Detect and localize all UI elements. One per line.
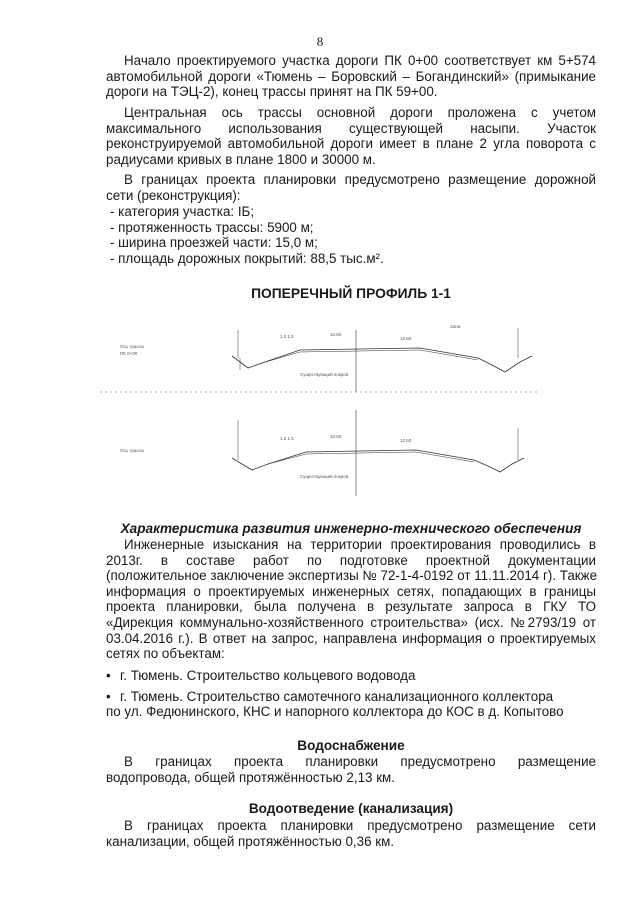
lower-profile-line xyxy=(232,450,524,472)
text-line: Центральная ось трассы основной дороги проложена с учетом xyxy=(124,105,596,120)
text-line: (положительное заключение экспертизы № 72-1-4-0192 от 11.11.2014 г). Также xyxy=(106,568,598,584)
list-item: - площадь дорожных покрытий: 88,5 тыс.м². xyxy=(110,250,384,266)
svg-text:Существующий покров: Существующий покров xyxy=(300,474,349,479)
svg-text:1.2 1.5: 1.2 1.5 xyxy=(280,334,294,339)
text-line: радиусами кривых в плане 1800 и 30000 м. xyxy=(106,151,376,167)
text-line: автомобильной дороги «Тюмень – Боровский – Богандинский» (примыкание xyxy=(106,68,596,84)
svg-text:12.50: 12.50 xyxy=(400,438,412,443)
paragraph-sewer xyxy=(106,818,596,849)
text-line: Начало проектируемого участка дороги ПК 0+00 соответствует км 5+574 xyxy=(124,53,596,68)
text-line: канализации, общей протяжённостью 0,36 км. xyxy=(106,833,395,849)
road-parameters-list xyxy=(106,204,596,266)
paragraph-water xyxy=(106,754,596,785)
svg-text:12.50: 12.50 xyxy=(400,336,412,341)
text-line: водопровода, общей протяжённостью 2,13 км. xyxy=(106,769,395,785)
heading-sewerage: Водоотведение (канализация) xyxy=(248,801,454,816)
svg-text:ПК 0+00: ПК 0+00 xyxy=(120,351,138,356)
text-line: по ул. Федюнинского, КНС и напорного коллектора до КОС в д. Копытово xyxy=(106,704,564,720)
bullet-item xyxy=(106,689,596,705)
text-line: В границах проекта планировки предусмотрено размещение xyxy=(124,754,596,769)
bullet-item xyxy=(106,668,596,684)
text-line: дороги на ТЭЦ-2), конец трассы принят на ПК 59+00. xyxy=(106,84,438,100)
svg-text:Существующий покров: Существующий покров xyxy=(300,372,349,377)
paragraph-surveys xyxy=(106,537,596,662)
paragraph-road-network xyxy=(106,172,596,203)
text-line: В границах проекта планировки предусмотрено размещение дорожной xyxy=(124,172,596,187)
text-line: проекта планировки, была получена в результате запроса в ГКУ ТО xyxy=(106,599,596,615)
text-line: г. Тюмень. Строительство самотечного канализационного коллектора xyxy=(120,688,554,704)
text-line: В границах проекта планировки предусмотрено размещение сети xyxy=(124,818,596,833)
page-number: 8 xyxy=(316,34,324,49)
heading-engineering: Характеристика развития инженерно-технического обеспечения xyxy=(120,521,582,536)
paragraph-axis xyxy=(106,105,596,167)
list-item: - категория участка: IБ; xyxy=(110,204,255,219)
text-line: г. Тюмень. Строительство кольцевого водовода xyxy=(120,668,416,683)
text-line: Инженерные изыскания на территории проектирования проводились в xyxy=(124,537,596,552)
text-line: информация о проектируемых инженерных сетях, попадающих в границы xyxy=(106,583,596,599)
profile-title: ПОПЕРЕЧНЫЙ ПРОФИЛЬ 1-1 xyxy=(251,286,451,301)
bullet-dot-icon: • xyxy=(106,688,111,704)
text-line: 2013г. в составе работ по подготовке проектной документации xyxy=(106,552,596,568)
svg-text:Ось трассы: Ось трассы xyxy=(120,344,145,349)
text-line: «Дирекция коммунально-хозяйственного строительства» (исх. №2793/19 от xyxy=(106,614,596,630)
upper-profile-line xyxy=(232,348,532,372)
text-line: 03.04.2016 г.). В ответ на запрос, направлена информация о проектируемых xyxy=(106,630,596,646)
svg-text:Зона: Зона xyxy=(450,324,461,329)
svg-text:10.60: 10.60 xyxy=(330,434,342,439)
heading-water-supply: Водоснабжение xyxy=(297,738,405,753)
svg-text:1.2 1.5: 1.2 1.5 xyxy=(280,436,294,441)
text-line: сети (реконструкция): xyxy=(106,187,241,203)
bullet-dot-icon: • xyxy=(106,668,111,683)
list-item: - протяженность трассы: 5900 м; xyxy=(110,219,314,235)
objects-bullet-list xyxy=(106,668,596,720)
text-line: реконструируемой автомобильной дороги имеет в плане 2 угла поворота с xyxy=(106,136,596,152)
list-item: - ширина проезжей части: 15,0 м; xyxy=(110,235,318,251)
text-line: максимального использования существующей насыпи. Участок xyxy=(106,120,596,136)
text-line: сетях по объектам: xyxy=(106,646,225,662)
cross-section-drawing xyxy=(0,300,640,500)
svg-text:10.60: 10.60 xyxy=(330,332,342,337)
paragraph-route-start xyxy=(106,53,596,100)
svg-text:Ось трассы: Ось трассы xyxy=(120,448,145,453)
